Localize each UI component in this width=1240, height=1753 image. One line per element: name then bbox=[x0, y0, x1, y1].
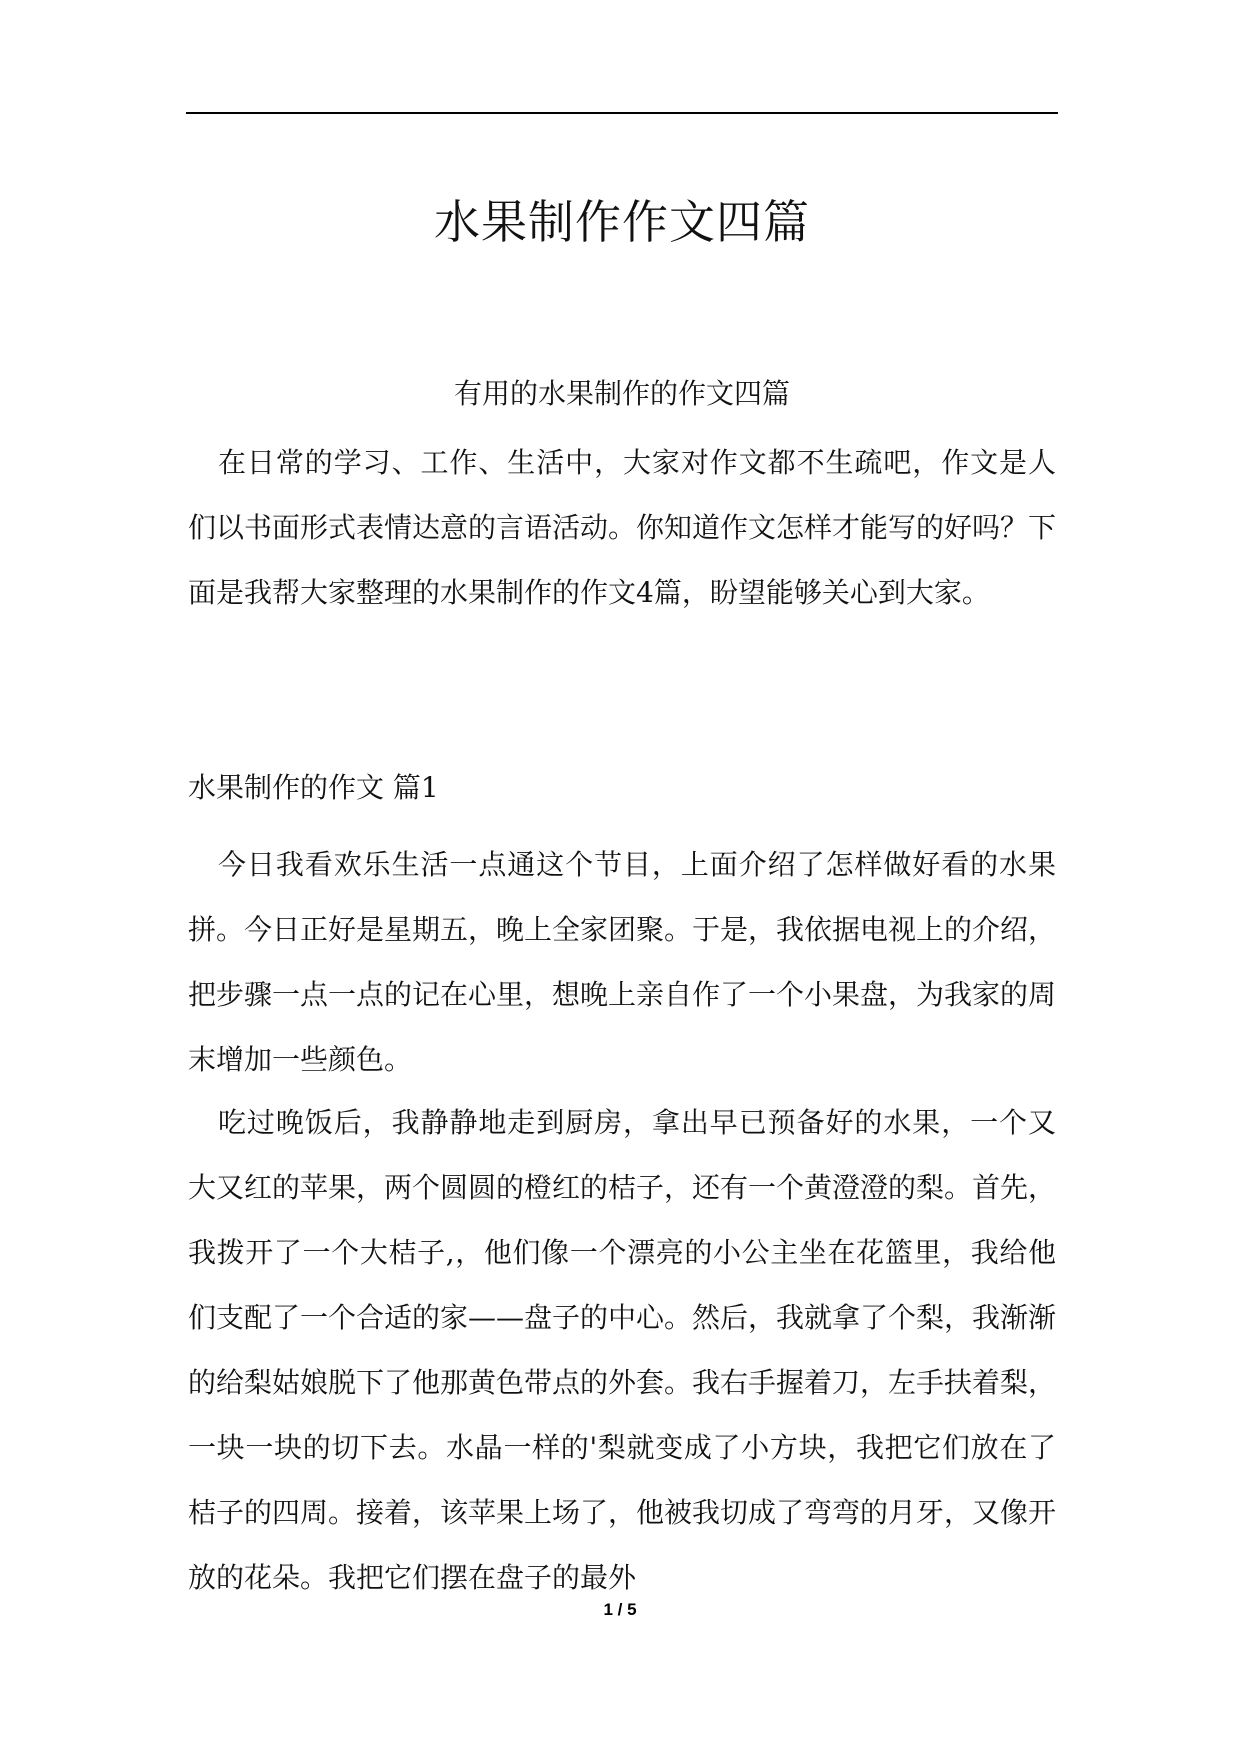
page-number: 1 / 5 bbox=[603, 1600, 637, 1619]
section-heading: 水果制作的作文 篇1 bbox=[188, 771, 439, 804]
body-paragraph-1: 今日我看欢乐生活一点通这个节目，上面介绍了怎样做好看的水果拼。今日正好是星期五，晚上全家团聚。于是，我依据电视上的介绍，把步骤一点一点的记在心里，想晚上亲自作了一个小果盘，为我家的周末增加一些颜色。 bbox=[188, 848, 1057, 1076]
body-paragraph-2: 吃过晚饭后，我静静地走到厨房，拿出早已预备好的水果，一个又大又红的苹果，两个圆圆的橙红的桔子，还有一个黄澄澄的梨。首先，我拨开了一个大桔子,，他们像一个漂亮的小公主坐在花篮里，我给他们支配了一个合适的家——盘子的中心。然后，我就拿了个梨，我渐渐的给梨姑娘脱下了他那黄色带点的外套。我右手握着刀，左手扶着梨，一块一块的切下去。水晶一样的'梨就变成了小方块，我把它们放在了桔子的四周。接着，该苹果上场了，他被我切成了弯弯的月牙，又像开放的花朵。我把它们摆在盘子的最外 bbox=[188, 1106, 1057, 1594]
header-rule bbox=[186, 112, 1058, 114]
document-title: 水果制作作文四篇 bbox=[434, 195, 810, 249]
document-subtitle: 有用的水果制作的作文四篇 bbox=[453, 377, 790, 410]
intro-paragraph: 在日常的学习、工作、生活中，大家对作文都不生疏吧，作文是人们以书面形式表情达意的言语活动。你知道作文怎样才能写的好吗？下面是我帮大家整理的水果制作的作文4篇，盼望能够关心到大家。 bbox=[188, 446, 1057, 609]
